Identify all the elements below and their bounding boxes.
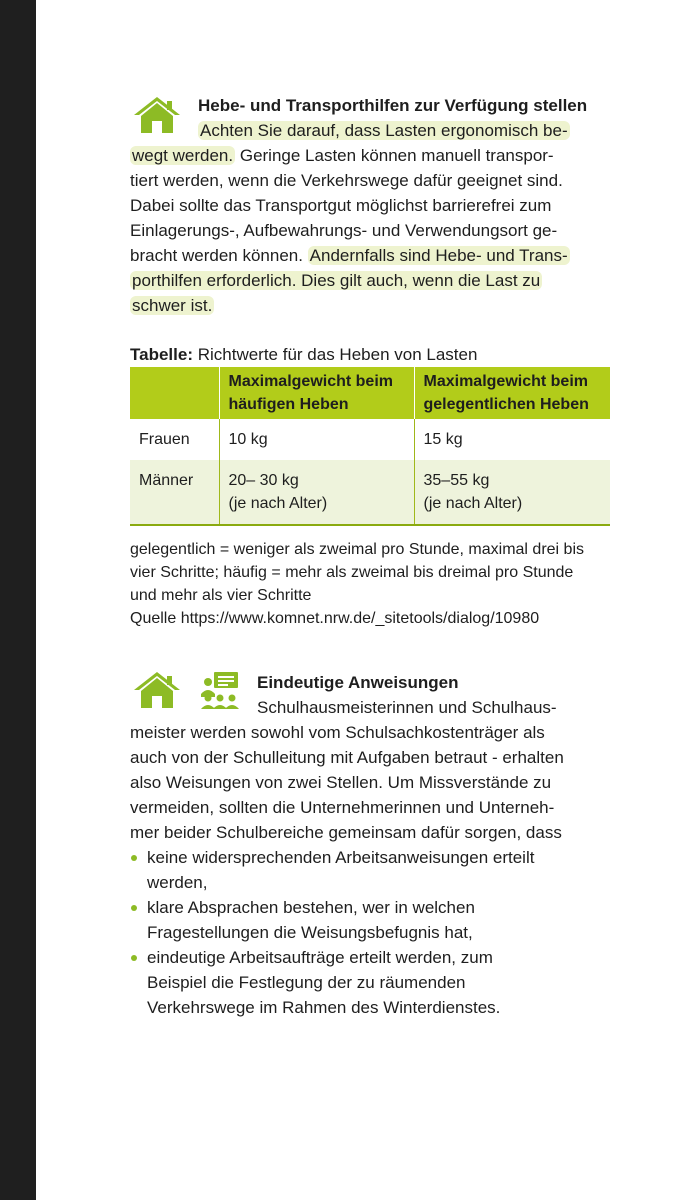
left-margin-bar [0, 0, 36, 1200]
body-text: Einlagerungs-, Aufbewahrungs- und Verwendungsort ge- [130, 221, 558, 240]
body-text: bracht werden können. [130, 246, 308, 265]
table-title [130, 343, 610, 367]
body-text: meister werden sowohl vom Schulsachkostenträger als [130, 723, 545, 742]
bullet-icon [131, 905, 137, 911]
cell-note: (je nach Alter) [228, 495, 328, 512]
instruction-list [130, 845, 610, 1020]
cell-occasional [414, 460, 610, 525]
house-icon [132, 95, 182, 135]
highlight-text: porthilfen erforderlich. Dies gilt auch, wenn die Last zu [132, 271, 541, 290]
list-item-text: eindeutige Arbeitsaufträge erteilt werden, zum [147, 948, 493, 967]
team-instruction-icon [200, 670, 240, 710]
list-item [130, 895, 610, 945]
list-item-text: Verkehrswege im Rahmen des Winterdienstes. [147, 998, 501, 1017]
body-text: mer beider Schulbereiche gemeinsam dafür sorgen, dass [130, 823, 562, 842]
lifting-weights-table [130, 367, 610, 526]
lifting-table-block [130, 343, 610, 630]
cell-value: 15 kg [423, 431, 463, 448]
highlight-text: schwer ist. [132, 296, 213, 315]
table-header-row [130, 367, 610, 419]
table-header-frequent: Maximalgewicht beim häufigen Heben [219, 367, 414, 419]
table-row [130, 419, 610, 460]
cell-note: (je nach Alter) [423, 495, 523, 512]
cell-value: 35–55 kg [423, 472, 490, 489]
list-item-text: werden, [147, 873, 208, 892]
house-icon [132, 670, 182, 710]
list-item-text: keine widersprechenden Arbeitsanweisungen erteilt [147, 848, 535, 867]
cell-occasional [414, 419, 610, 460]
cell-frequent [219, 460, 414, 525]
body-text: auch von der Schulleitung mit Aufgaben betraut - erhalten [130, 748, 564, 767]
bullet-icon [131, 955, 137, 961]
footnote-line: und mehr als vier Schritte [130, 587, 312, 604]
body-text: tiert werden, wenn die Verkehrswege dafür geeignet sind. [130, 171, 563, 190]
highlight-text: Achten Sie darauf, dass Lasten ergonomisch be- [200, 121, 568, 140]
body-text: vermeiden, sollten die Unternehmerinnen und Unterneh- [130, 798, 555, 817]
cell-frequent [219, 419, 414, 460]
cell-value: 20– 30 kg [228, 472, 299, 489]
table-header-occasional: Maximalgewicht beim gelegentlichen Heben [414, 367, 610, 419]
table-row [130, 460, 610, 525]
footnote-line: gelegentlich = weniger als zweimal pro Stunde, maximal drei bis [130, 541, 584, 558]
table-title-text: Richtwerte für das Heben von Lasten [192, 345, 478, 364]
table-title-label: Tabelle: [130, 345, 193, 364]
section-heading: Eindeutige Anweisungen [257, 673, 459, 692]
list-item [130, 945, 610, 1020]
row-label: Frauen [139, 431, 190, 448]
list-item [130, 845, 610, 895]
section-clear-instructions [130, 670, 610, 1020]
body-text: Geringe Lasten können manuell transpor- [235, 146, 554, 165]
row-label: Männer [130, 460, 219, 525]
body-text: Dabei sollte das Transportgut möglichst barrierefrei zum [130, 196, 552, 215]
list-item-text: Fragestellungen die Weisungsbefugnis hat, [147, 923, 473, 942]
footnote-line: vier Schritte; häufig = mehr als zweimal bis dreimal pro Stunde [130, 564, 574, 581]
body-text: Schulhausmeisterinnen und Schulhaus- [257, 698, 557, 717]
highlight-text: Andernfalls sind Hebe- und Trans- [309, 246, 568, 265]
list-item-text: Beispiel die Festlegung der zu räumenden [147, 973, 466, 992]
table-header-empty [130, 367, 219, 419]
highlight-text: wegt werden. [132, 146, 234, 165]
bullet-icon [131, 855, 137, 861]
source-link-text: Quelle https://www.komnet.nrw.de/_sitetools/dialog/10980 [130, 610, 540, 627]
section-heading: Hebe- und Transporthilfen zur Verfügung stellen [198, 96, 588, 115]
body-text: also Weisungen von zwei Stellen. Um Missverstände zu [130, 773, 552, 792]
table-footnote [130, 538, 610, 630]
cell-value: 10 kg [228, 431, 268, 448]
list-item-text: klare Absprachen bestehen, wer in welchen [147, 898, 475, 917]
section-lifting-aids [130, 93, 610, 318]
